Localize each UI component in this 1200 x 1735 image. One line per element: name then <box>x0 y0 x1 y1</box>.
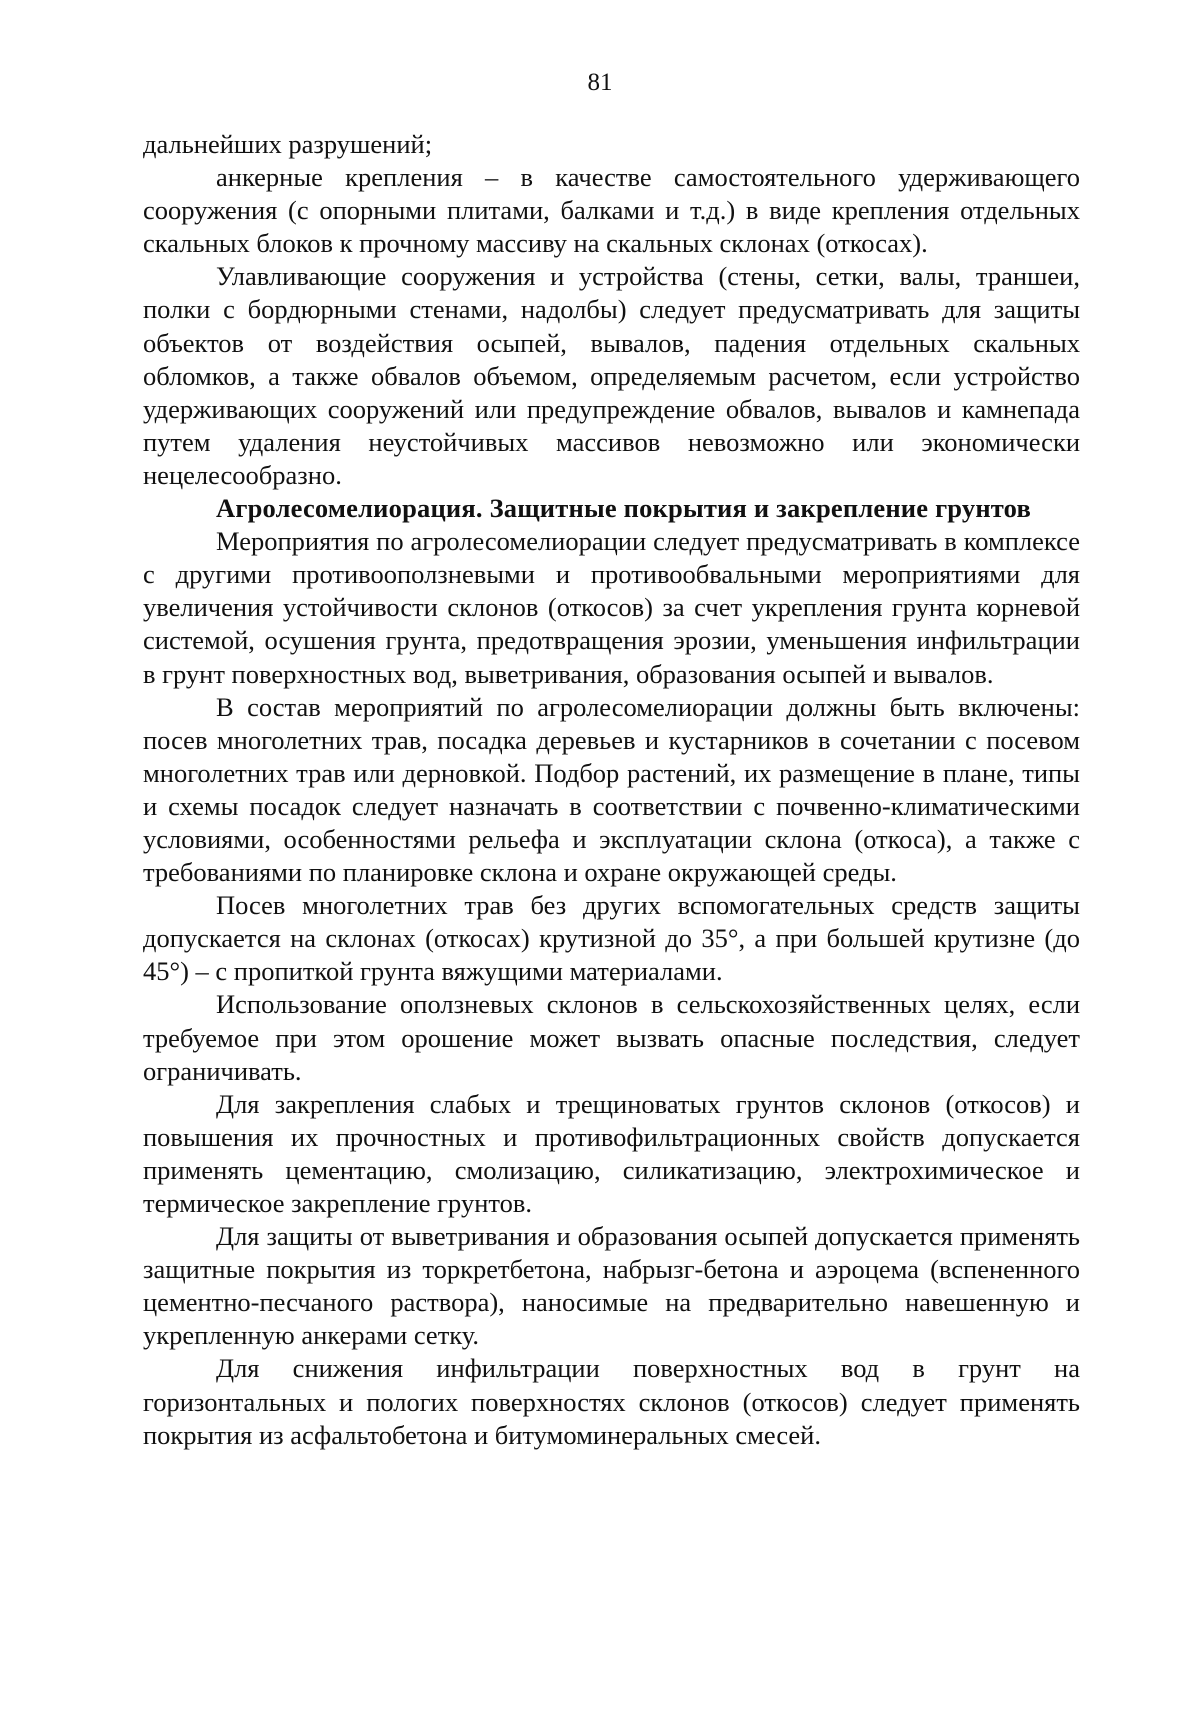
paragraph-infiltration-reduction: Для снижения инфильтрации поверхностных вод в грунт на горизонтальных и пологих поверхностях склонов (откосов) следует применять покрытия из асфальтобетона и битумоминеральных смесей. <box>143 1353 1080 1450</box>
paragraph-continuation: дальнейших разрушений; <box>143 129 433 159</box>
paragraph-protective-coatings: Для защиты от выветривания и образования осыпей допускается применять защитные покрытия из торкретбетона, набрызг-бетона и аэроцема (вспененного цементно-песчаного раствора), наносимые на предварительно навешенную и укрепленную анкерами сетку. <box>143 1221 1080 1351</box>
paragraph-catching-structures: Улавливающие сооружения и устройства (стены, сетки, валы, траншеи, полки с бордюрными стенами, надолбы) следует предусматривать для защиты объектов от воздействия осыпей, вывалов, падения отдельных скальных обломков, а также обвалов объемом, определяемым расчетом, если устройство удерживающих сооружений или предупреждение обвалов, вывалов и камнепада путем удаления неустойчивых массивов невозможно или экономически нецелесообразно. <box>143 261 1080 490</box>
section-heading: Агролесомелиорация. Защитные покрытия и закрепление грунтов <box>216 493 1031 524</box>
paragraph-agroforestry: Мероприятия по агролесомелиорации следует предусматривать в комплексе с другими противооползневыми и противообвальными мероприятиями для увеличения устойчивости склонов (откосов) за счет укрепления грунта корневой системой, осушения грунта, предотвращения эрозии, уменьшения инфильтрации в грунт поверхностных вод, выветривания, образования осыпей и вывалов. <box>143 526 1080 689</box>
paragraph-agricultural-use: Использование оползневых склонов в сельскохозяйственных целях, если требуемое при этом орошение может вызвать опасные последствия, следует ограничивать. <box>143 989 1080 1086</box>
page-body <box>143 128 1080 1452</box>
paragraph-grass-sowing: Посев многолетних трав без других вспомогательных средств защиты допускается на склонах (откосах) крутизной до 35°, а при большей крутизне (до 45°) – с пропиткой грунта вяжущими материалами. <box>143 890 1080 987</box>
paragraph-agroforestry-measures: В состав мероприятий по агролесомелиорации должны быть включены: посев многолетних трав, посадка деревьев и кустарников в сочетании с посевом многолетних трав или дерновкой. Подбор растений, их размещение в плане, типы и схемы посадок следует назначать в соответствии с почвенно-климатическими условиями, особенностями рельефа и эксплуатации склона (откоса), а также с требованиями по планировке склона и охране окружающей среды. <box>143 691 1080 888</box>
paragraph-anchor-fastenings: анкерные крепления – в качестве самостоятельного удерживающего сооружения (с опорными плитами, балками и т.д.) в виде крепления отдельных скальных блоков к прочному массиву на скальных склонах (откосах). <box>143 162 1080 259</box>
paragraph-soil-stabilization: Для закрепления слабых и трещиноватых грунтов склонов (откосов) и повышения их прочностных и противофильтрационных свойств допускается применять цементацию, смолизацию, силикатизацию, электрохимическое и термическое закрепление грунтов. <box>143 1088 1080 1218</box>
page-number: 81 <box>587 69 613 96</box>
